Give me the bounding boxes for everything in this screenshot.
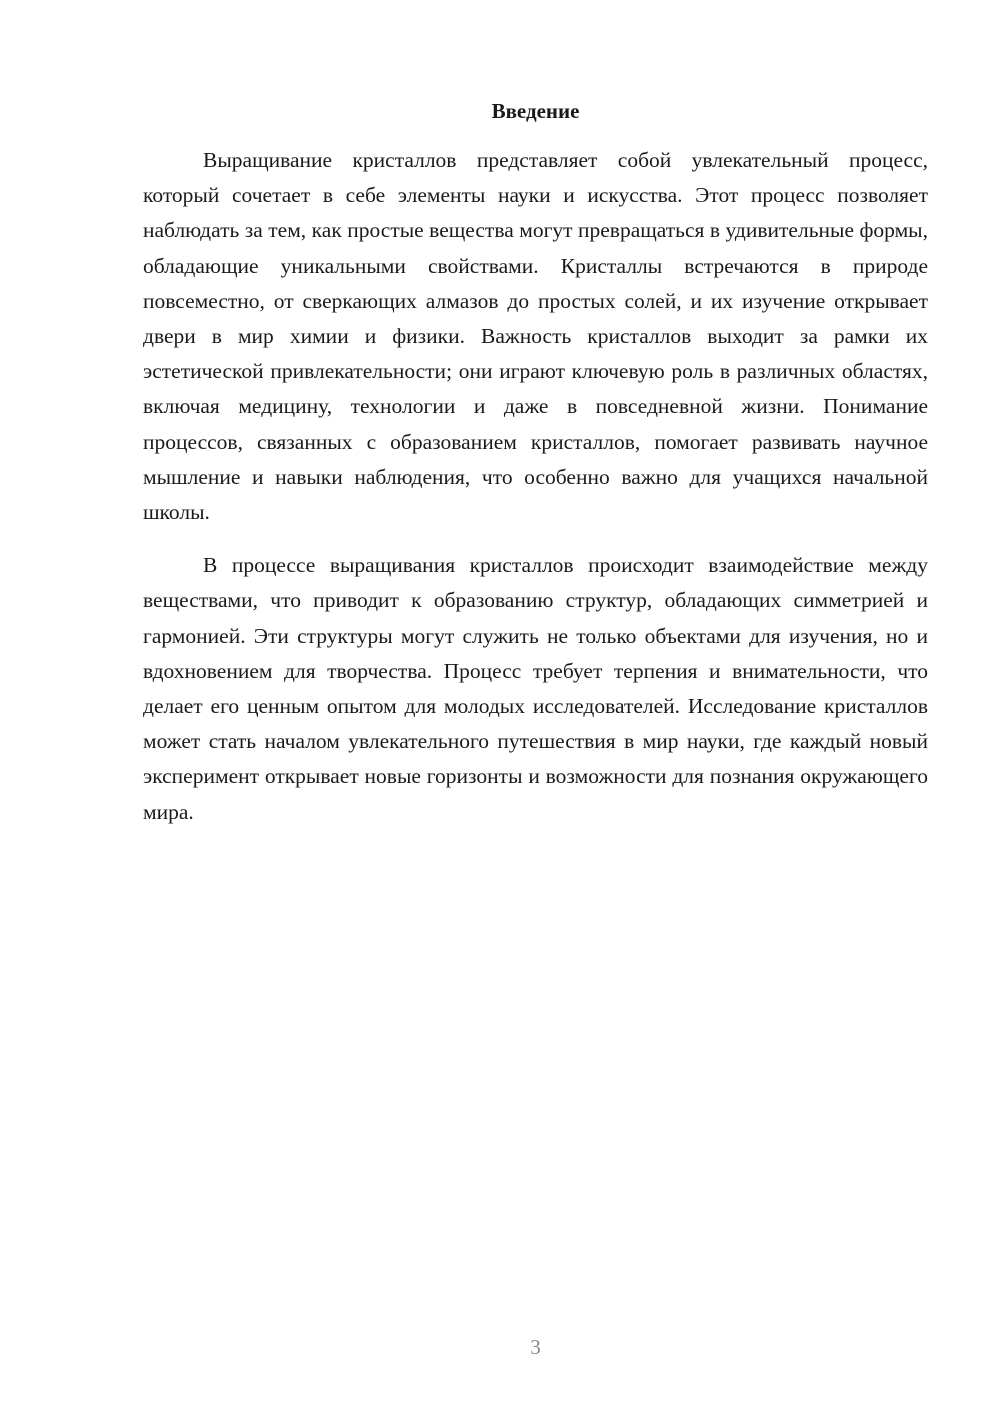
paragraph-process: В процессе выращивания кристаллов происходит взаимодействие между веществами, что приводит к образованию структур, обладающих симметрией и гармонией. Эти структуры могут служить не только объектами для изучения, но и вдохновением для творчества. Процесс требует терпения и внимательности, что делает его ценным опытом для молодых исследователей. Исследование кристаллов может стать началом увлекательного путешествия в мир науки, где каждый новый эксперимент открывает новые горизонты и возможности для познания окружающего мира.	[143, 553, 928, 824]
page-number: 3	[530, 1335, 541, 1359]
paragraph-intro: Выращивание кристаллов представляет собой увлекательный процесс, который сочетает в себе элементы науки и искусства. Этот процесс позволяет наблюдать за тем, как простые вещества могут превращаться в удивительные формы, обладающие уникальными свойствами. Кристаллы встречаются в природе повсеместно, от сверкающих алмазов до простых солей, и их изучение открывает двери в мир химии и физики. Важность кристаллов выходит за рамки их эстетической привлекательности; они играют ключевую роль в различных областях, включая медицину, технологии и даже в повседневной жизни. Понимание процессов, связанных с образованием кристаллов, помогает развивать научное мышление и навыки наблюдения, что особенно важно для учащихся начальной школы.	[143, 148, 928, 525]
section-heading: Введение	[491, 99, 580, 123]
body-text	[143, 143, 928, 830]
